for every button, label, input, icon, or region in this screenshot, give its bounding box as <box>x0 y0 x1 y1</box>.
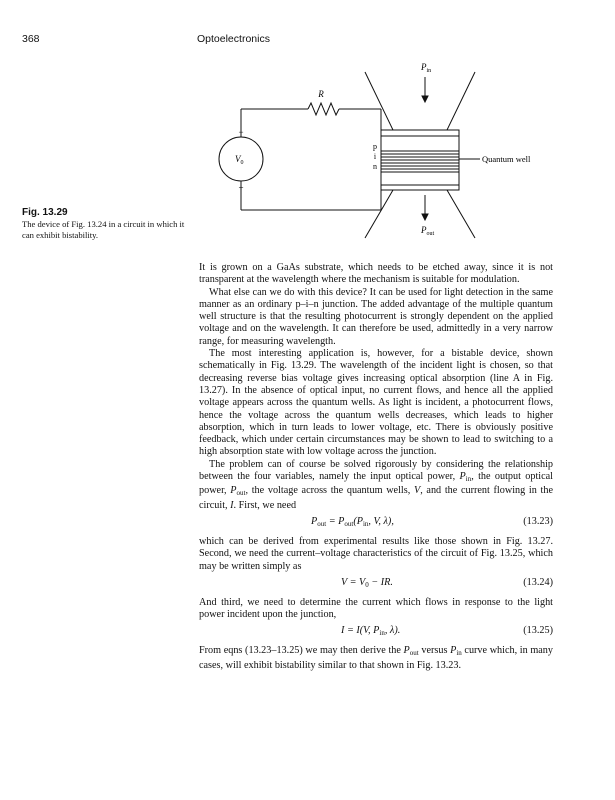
page-number: 368 <box>22 33 40 45</box>
equation-number: (13.24) <box>523 576 553 588</box>
chapter-title: Optoelectronics <box>197 33 270 45</box>
equation-number: (13.25) <box>523 625 553 637</box>
figure-circuit-diagram <box>218 50 598 250</box>
equation-expression: I = I(V, $P_{in}$, λ). <box>341 625 401 638</box>
paragraph: The problem can of course be solved rigorously by considering the relationship between the four variables, namely the input optical power, Pin, the output optical power, Pout, the voltage across the quantum wells, V, and the current flowing in the circuit, I. First, we need <box>199 458 553 511</box>
light-arrows <box>422 77 428 220</box>
equation-expression: $P_{out} = P_{out}(P_{in}$, V, λ), <box>311 515 394 528</box>
page-header <box>22 33 582 49</box>
paragraph: The most interesting application is, however, for a bistable device, shown schematically in Fig. 13.29. The wavelength of the incident light is chosen, so that decreasing reverse bias voltage gives increasing optical absorption (line A in Fig. 13.27). In the absence of optical input, no current flows, and hence all the applied voltage appears across the quantum wells. As light is incident, a photocurrent flows, hence the voltage across the quantum wells decreases, which leads to higher absorption, which in turn leads to lower voltage, etc. There is obviously positive feedback, which under certain circumstances may be shown to lead to switching to a high absorption state with low voltage across the junction. <box>199 348 553 458</box>
quantum-well-label: Quantum well <box>482 154 531 164</box>
circuit-wires <box>219 103 381 210</box>
paragraph: From eqns (13.23–13.25) we may then derive the Pout versus Pin curve which, in many cases, will exhibit bistability similar to that shown in Fig. 13.23. <box>199 645 553 671</box>
equation-13-25 <box>199 625 553 640</box>
resistor-label: R <box>318 89 324 99</box>
minus-sign: − <box>238 127 244 137</box>
p-layer-label: p <box>373 142 377 151</box>
paragraph: And third, we need to determine the current which flows in response to the light power incident upon the junction, <box>199 596 553 621</box>
v0-label: $V_0$ <box>235 154 244 166</box>
plus-sign: + <box>238 183 244 193</box>
i-layer-label: i <box>373 152 377 161</box>
pin-label: $P_{in}$ <box>421 62 432 74</box>
figure-label: Fig. 13.29 <box>22 207 68 218</box>
equation-13-23 <box>199 516 553 531</box>
pout-label: $P_{out}$ <box>421 225 435 237</box>
equation-number: (13.23) <box>523 515 553 527</box>
body-text <box>199 262 553 672</box>
equation-expression: $V = V_0$ − IR. <box>341 576 393 589</box>
paragraph: It is grown on a GaAs substrate, which needs to be etched away, since it is not transparent at the wavelength where the mechanism is suitable for modulation. <box>199 262 553 286</box>
voltage-source <box>219 137 263 181</box>
caption-text: The device of Fig. 13.24 in a circuit in which it can exhibit bistability. <box>22 219 185 240</box>
equation-13-24 <box>199 577 553 592</box>
n-layer-label: n <box>373 162 377 171</box>
figure-caption <box>22 207 192 241</box>
paragraph: What else can we do with this device? It can be used for light detection in the same manner as an ordinary p–i–n junction. The added advantage of the multiple quantum well structure is that the resulting photocurrent is strongly dependent on the applied voltage and on the wavelength. It can therefore be used, admittedly in a very narrow range, for measuring wavelength. <box>199 286 553 347</box>
paragraph: which can be derived from experimental results like those shown in Fig. 13.27. Second, we need the current–voltage characteristics of the circuit of Fig. 13.25, which may be written simply as <box>199 535 553 572</box>
